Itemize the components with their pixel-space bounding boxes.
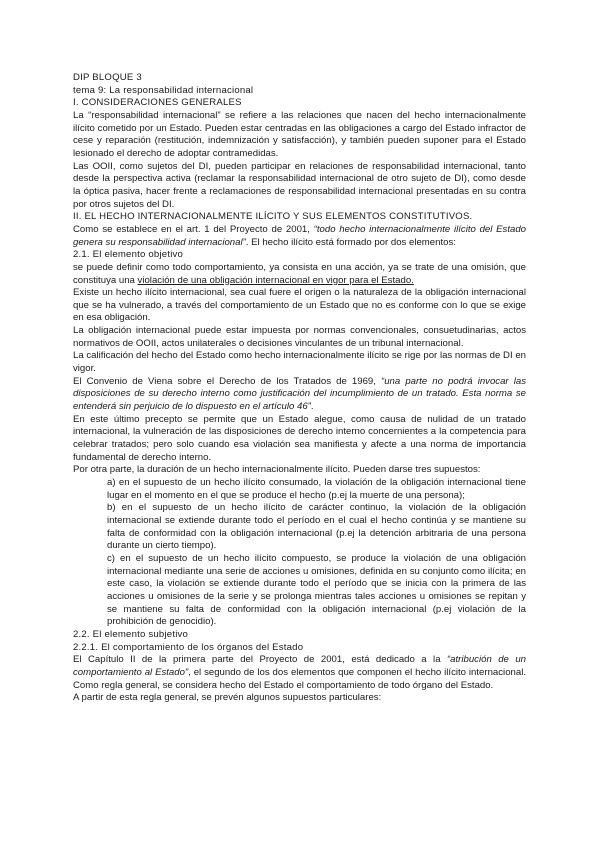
subsection-heading-2-2: 2.2. El elemento subjetivo — [73, 628, 189, 640]
list-item-b: b) en el supuesto de un hecho ilícito de carácter continuo, la violación de la obligación internacional se extiende durante todo el período en el cual el hecho continúa y se mantiene su falta de conformidad con la obligación internacional (p.ej la detención arbitraria de una persona durante un cierto tiempo). — [107, 502, 526, 552]
paragraph-6: La obligación internacional puede estar impuesta por normas convencionales, consuetudinarias, actos normativos de OOII, actos unilaterales o decisiones vinculantes de un tribunal internacional. — [73, 325, 526, 349]
subsection-heading-2-1: 2.1. El elemento objetivo — [73, 249, 184, 261]
paragraph-3 — [73, 224, 526, 249]
paragraph-11-quote: “atribución de un comportamiento al Estado” — [73, 654, 527, 678]
paragraph-3-tail: . El hecho ilícito está formado por dos elementos: — [245, 236, 456, 248]
paragraph-12: A partir de esta regla general, se prevén algunos supuestos particulares: — [73, 692, 382, 704]
paragraph-3-quote: “todo hecho internacionalmente ilícito del Estado genera su responsabilidad internacional” — [73, 223, 526, 248]
paragraph-4 — [73, 262, 526, 287]
topic-title: tema 9: La responsabilidad internacional — [73, 84, 254, 96]
paragraph-9: En este último precepto se permite que un Estado alegue, como causa de nulidad de un tratado internacional, la vulneración de las disposiciones de derecho interno concernientes a la competencia para celebrar tratados; pero solo cuando esa violación sea manifiesta y afecte a una norma de importancia fundamental de derecho interno. — [73, 413, 526, 463]
paragraph-8-tail: . — [310, 401, 314, 413]
paragraph-10: Por otra parte, la duración de un hecho internacionalmente ilícito. Pueden darse tres supuestos: — [73, 464, 481, 476]
paragraph-5: Existe un hecho ilícito internacional, sea cual fuere el origen o la naturaleza de la obligación internacional que se ha vulnerado, a través del comportamiento de un Estado que no es conforme con lo que se exige en esa obligación. — [73, 287, 526, 324]
paragraph-8-quote: “una parte no podrá invocar las disposiciones de su derecho interno como justificación del incumplimiento de un tratado. Esta norma se entenderá sin perjuicio de lo dispuesto en el artículo 46” — [73, 375, 526, 413]
section-heading-1: I. CONSIDERACIONES GENERALES — [73, 97, 242, 109]
paragraph-3-text: Como se establece en el art. 1 del Proyecto de 2001, — [73, 223, 314, 235]
paragraph-8 — [73, 376, 526, 414]
paragraph-11-text: El Capítulo II de la primera parte del Proyecto de 2001, está dedicado a la — [73, 654, 447, 666]
paragraph-4-underlined: violación de una obligación internacional en vigor para el Estado. — [137, 274, 414, 286]
paragraph-1: La “responsabilidad internacional” se refiere a las relaciones que nacen del hecho internacionalmente ilícito cometido por un Estado. Pueden estar centradas en las obligaciones a cargo del Estado infractor de cese y reparación (restitución, indemnización y satisfacción), y también pueden suponer para el Estado lesionado el derecho de adoptar contramedidas. — [73, 109, 526, 159]
paragraph-4-text: se puede definir como todo comportamiento, ya consista en una acción, ya se trate de una omisión, que constituya una — [73, 261, 526, 286]
subsection-heading-2-2-1: 2.2.1. El comportamiento de los órganos del Estado — [73, 641, 304, 653]
section-heading-2: II. EL HECHO INTERNACIONALMENTE ILÍCITO Y SUS ELEMENTOS CONSTITUTIVOS. — [73, 211, 473, 223]
list-item-c: c) en el supuesto de un hecho ilícito compuesto, se produce la violación de una obligación internacional mediante una serie de acciones u omisiones, definida en su conjunto como ilícita; en este caso, la violación se extiende durante todo el período que se inicia con la primera de las acciones u omisiones de la serie y se prolonga mientras tales acciones u omisiones se repitan y se mantiene su falta de conformidad con la obligación internacional (p.ej violación de la prohibición de genocidio). — [107, 552, 526, 628]
document-title: DIP BLOQUE 3 — [73, 72, 142, 83]
paragraph-11 — [73, 654, 526, 692]
paragraph-11-tail: , el segundo de los dos elementos que componen el hecho ilícito internacional. Como regla general, se considera hecho del Estado el comportamiento de todo órgano del Estado. — [73, 666, 526, 691]
paragraph-2: Las OOII, como sujetos del DI, pueden participar en relaciones de responsabilidad internacional, tanto desde la perspectiva activa (reclamar la responsabilidad internacional de otro sujeto de DI), como desde la óptica pasiva, hacer frente a reclamaciones de responsabilidad internacional presentadas en su contra por otros sujetos del DI. — [73, 160, 526, 210]
paragraph-8-text: El Convenio de Viena sobre el Derecho de los Tratados de 1969, — [73, 375, 382, 387]
list-item-a: a) en el supuesto de un hecho ilícito consumado, la violación de la obligación internacional tiene lugar en el momento en el que se produce el hecho (p.ej la muerte de una persona); — [107, 477, 526, 501]
paragraph-7: La calificación del hecho del Estado como hecho internacionalmente ilícito se rige por las normas de DI en vigor. — [73, 350, 526, 375]
